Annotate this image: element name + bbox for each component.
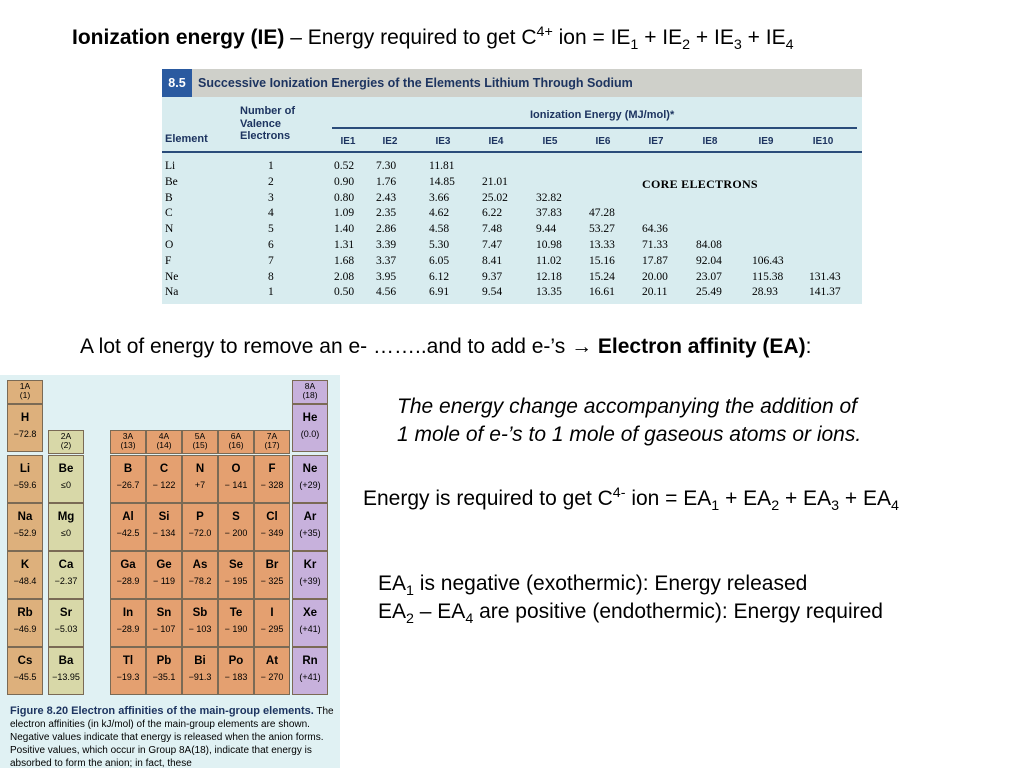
ea-note-line: $EA_2 - EA_4$ are positive (endothermic): Energy required (378, 600, 883, 628)
electron-affinity-value: −72.8 (13, 429, 37, 439)
electron-affinity-value: −72.0 (188, 528, 212, 538)
electron-affinity-value: − 349 (260, 528, 284, 538)
group-label: 7A (266, 431, 278, 441)
element-cell (146, 647, 182, 695)
element-symbol: Al (122, 511, 134, 523)
element-cell (48, 551, 84, 599)
electron-affinity-value: − 141 (224, 480, 248, 490)
ie-value: 1.40 (334, 223, 355, 236)
ie-value: 141.37 (809, 286, 841, 299)
table-caption (162, 69, 862, 97)
element-cell (254, 647, 290, 695)
electron-affinity-value: (+35) (299, 528, 321, 538)
ie-value: 4.56 (376, 286, 397, 299)
element-symbol: Ne (165, 270, 179, 283)
ie-column-label: IE5 (542, 136, 558, 147)
element-cell (110, 647, 146, 695)
ea-required-text: Energy is required to get C (363, 487, 613, 510)
ie-value: 115.38 (752, 270, 784, 283)
element-cell (182, 647, 218, 695)
electron-affinity-value: (+41) (299, 624, 321, 634)
element-symbol: At (265, 655, 279, 667)
ie-value: 16.61 (589, 286, 615, 299)
element-symbol: Tl (122, 655, 134, 667)
group-header (292, 380, 328, 404)
valence-count: 6 (268, 239, 274, 251)
ea-note-text: is negative (exothermic): Energy released (413, 572, 808, 595)
ea-term: 1 (711, 498, 720, 515)
electron-affinity-value: − 122 (152, 480, 176, 490)
electron-affinity-value: −46.9 (13, 624, 37, 634)
electron-affinity-value: − 103 (188, 624, 212, 634)
element-cell (110, 551, 146, 599)
element-cell (48, 599, 84, 647)
title-charge: 4+ (536, 24, 553, 40)
ie-value: 6.22 (482, 207, 503, 220)
element-cell (7, 551, 43, 599)
core-electrons-label: CORE ELECTRONS (642, 177, 758, 191)
element-symbol: Ge (156, 559, 172, 571)
element-cell (48, 455, 84, 503)
electron-affinity-value: +7 (194, 480, 206, 490)
arrow-icon: → (571, 335, 593, 358)
ea-term: 3 (831, 498, 840, 515)
group-header (110, 430, 146, 454)
electron-affinity-value: − 295 (260, 624, 284, 634)
electron-affinity-value: − 195 (224, 576, 248, 586)
ea-note-sub: 1 (406, 583, 414, 600)
element-symbol: C (159, 463, 169, 475)
element-symbol: Po (228, 655, 244, 667)
ie-column-label: IE6 (595, 136, 611, 147)
element-symbol: Bi (194, 655, 206, 667)
ie-value: 1.31 (334, 239, 355, 251)
ea-required-line: Energy is required to get $C^{4-}$ ion = $EA_1 + EA_2 + EA_3 + EA_4$ (363, 485, 899, 515)
ie-value: 3.39 (376, 239, 397, 251)
element-cell (254, 503, 290, 551)
electron-affinity-value: −13.95 (52, 672, 80, 682)
ie-column-label: IE1 (340, 136, 356, 147)
ie-value: 28.93 (752, 286, 778, 299)
valence-count: 1 (268, 160, 274, 172)
group-number: (2) (60, 440, 72, 451)
title-term: 3 (733, 37, 742, 54)
element-cell (146, 551, 182, 599)
ie-column-label: IE2 (382, 136, 398, 147)
ie-value: 106.43 (752, 254, 784, 267)
ie-column-label: IE9 (758, 136, 774, 147)
element-symbol: Be (58, 463, 74, 475)
element-symbol: Mg (57, 511, 75, 523)
element-symbol: Sb (192, 607, 208, 619)
ie-value: 13.33 (589, 239, 615, 251)
element-symbol: Li (19, 463, 31, 475)
ie-column-label: IE7 (648, 136, 664, 147)
ie-value: 7.48 (482, 223, 503, 236)
valence-count: 1 (268, 286, 274, 299)
element-cell (146, 599, 182, 647)
ie-value: 9.54 (482, 286, 503, 299)
ie-value: 0.80 (334, 191, 355, 204)
element-cell (182, 455, 218, 503)
electron-affinity-value: −52.9 (13, 528, 37, 538)
group-header (218, 430, 254, 454)
table-title: Successive Ionization Energies of the Elements Lithium Through Sodium (198, 76, 633, 90)
element-cell (110, 455, 146, 503)
element-symbol: Cl (266, 511, 278, 523)
electron-affinity-value: − 119 (152, 576, 176, 586)
ie-value: 8.41 (482, 254, 503, 267)
ie-value: 5.30 (429, 239, 450, 251)
element-cell (292, 599, 328, 647)
title-line: Ionization energy (IE) – Energy required to get $C^{4+}$ ion = $IE_1 + IE_2 + IE_3 + IE_4$ (72, 24, 794, 54)
electron-affinity-value: −45.5 (13, 672, 37, 682)
element-cell (218, 551, 254, 599)
ie-value: 0.52 (334, 160, 355, 172)
definition-line: 1 mole of e-’s to 1 mole of gaseous atoms or ions. (397, 423, 862, 447)
element-symbol: Se (228, 559, 244, 571)
ie-value: 7.47 (482, 239, 503, 251)
electron-affinity-value: − 200 (224, 528, 248, 538)
element-symbol: O (231, 463, 241, 475)
element-symbol: Na (17, 511, 33, 523)
element-symbol: O (165, 239, 174, 251)
group-number: (15) (192, 440, 208, 451)
electron-affinity-value: −28.9 (116, 576, 140, 586)
electron-affinity-value: −91.3 (188, 672, 212, 682)
ie-value: 4.62 (429, 207, 450, 220)
ie-value: 131.43 (809, 270, 841, 283)
ie-column-label: IE3 (435, 136, 451, 147)
ea-notes (378, 570, 883, 627)
ea-intro-text: A lot of energy to remove an e- ……..and to add e-’s (80, 335, 572, 358)
ie-value: 6.12 (429, 270, 450, 283)
element-symbol: N (195, 463, 205, 475)
element-symbol: Xe (302, 607, 318, 619)
group-number: (14) (156, 440, 172, 451)
valence-count: 3 (268, 191, 274, 204)
electron-affinity-value: −5.03 (54, 624, 78, 634)
element-symbol: H (20, 412, 30, 424)
ie-value: 1.68 (334, 254, 355, 267)
group-number: (1) (19, 390, 31, 401)
group-label: 4A (158, 431, 170, 441)
figure-caption (10, 704, 340, 768)
element-symbol: Sr (59, 607, 73, 619)
ea-intro-bold: Electron affinity (EA) (592, 335, 806, 358)
element-cell (292, 503, 328, 551)
electron-affinity-value: −59.6 (13, 480, 37, 490)
group-label: 3A (122, 431, 134, 441)
electron-affinity-value: −48.4 (13, 576, 37, 586)
element-symbol: Ar (303, 511, 317, 523)
ea-note-sub: 2 (406, 611, 414, 628)
ea-intro-line (80, 333, 811, 361)
element-cell (254, 455, 290, 503)
element-symbol: Kr (303, 559, 317, 571)
electron-affinity-value: (0.0) (300, 429, 320, 439)
ie-value: 32.82 (536, 191, 562, 204)
group-label: 8A (304, 381, 316, 391)
ie-value: 47.28 (589, 207, 615, 220)
ie-value: 11.81 (429, 160, 455, 172)
group-header (182, 430, 218, 454)
group-number: (18) (302, 390, 318, 401)
title-after: ion = IE (552, 26, 631, 49)
element-cell (292, 551, 328, 599)
element-cell (182, 599, 218, 647)
table-number: 8.5 (162, 69, 192, 97)
ie-value: 13.35 (536, 286, 562, 299)
element-cell (48, 647, 84, 695)
electron-affinity-value: − 107 (152, 624, 176, 634)
title-bold: Ionization energy (IE) (72, 26, 285, 49)
ionization-energy-table (162, 69, 862, 304)
definition-line: The energy change accompanying the addition of (397, 395, 857, 418)
element-symbol: P (196, 511, 204, 523)
element-cell (7, 503, 43, 551)
figure-text: The electron affinities (in kJ/mol) of the main-group elements are shown. Negative values indicate that energy is released when the anion forms. Positive values, which occur in Group 8A(18), indicate that energy is absorbed to form the anion; in fact, these (10, 706, 334, 768)
element-symbol: I (270, 607, 274, 619)
element-symbol: Ne (302, 463, 318, 475)
electron-affinity-value: − 325 (260, 576, 284, 586)
element-cell (182, 551, 218, 599)
figure-title: Figure 8.20 Electron affinities of the main-group elements. (10, 705, 314, 717)
element-symbol: S (232, 511, 240, 523)
element-symbol: Ga (120, 559, 136, 571)
ie-value: 6.91 (429, 286, 450, 299)
electron-affinity-value: −28.9 (116, 624, 140, 634)
element-symbol: B (123, 463, 133, 475)
ie-value: 9.44 (536, 223, 557, 236)
ie-value: 71.33 (642, 239, 668, 251)
electron-affinity-value: −19.3 (116, 672, 140, 682)
electron-affinity-value: − 134 (152, 528, 176, 538)
electron-affinity-value: −26.7 (116, 480, 140, 490)
ie-value: 25.49 (696, 286, 722, 299)
element-cell (7, 404, 43, 452)
ea-note-text: are positive (endothermic): Energy required (473, 600, 883, 624)
ie-value: 4.58 (429, 223, 450, 236)
ie-value: 0.50 (334, 286, 355, 299)
electron-affinity-value: −2.37 (54, 576, 78, 586)
ie-column-label: IE10 (812, 136, 834, 147)
element-symbol: C (165, 207, 173, 220)
group-number: (16) (228, 440, 244, 451)
ie-value: 0.90 (334, 175, 355, 188)
element-symbol: Ba (58, 655, 74, 667)
electron-affinity-value: −78.2 (188, 576, 212, 586)
element-cell (7, 599, 43, 647)
element-cell (292, 647, 328, 695)
element-cell (182, 503, 218, 551)
ie-value: 37.83 (536, 207, 562, 220)
element-symbol: Be (165, 175, 178, 188)
electron-affinity-value: − 183 (224, 672, 248, 682)
ie-value: 17.87 (642, 254, 668, 267)
title-term: 1 (630, 37, 639, 54)
ie-column-label: IE4 (488, 136, 504, 147)
ie-value: 9.37 (482, 270, 503, 283)
element-symbol: F (268, 463, 276, 475)
ie-value: 25.02 (482, 191, 508, 204)
ie-column-label: IE8 (702, 136, 718, 147)
element-cell (7, 647, 43, 695)
element-symbol: Cs (17, 655, 33, 667)
header-rule (332, 127, 857, 129)
ie-value: 1.76 (376, 175, 397, 188)
ie-value: 21.01 (482, 175, 508, 188)
ea-required-charge: 4- (612, 485, 626, 501)
electron-affinity-value: ≤0 (61, 480, 71, 490)
ie-value: 15.16 (589, 254, 615, 267)
element-symbol: Br (265, 559, 279, 571)
ie-value: 7.30 (376, 160, 397, 172)
valence-count: 2 (268, 175, 274, 188)
element-cell (146, 455, 182, 503)
element-symbol: Rn (302, 655, 318, 667)
group-number: (17) (264, 440, 280, 451)
element-symbol: B (165, 191, 173, 204)
group-label: 6A (230, 431, 242, 441)
ea-note-line: $EA_1$ is negative (exothermic): Energy released (378, 572, 808, 600)
electron-affinity-value: −35.1 (152, 672, 176, 682)
ea-definition (397, 393, 861, 450)
ie-value: 84.08 (696, 239, 722, 251)
ie-value: 11.02 (536, 254, 562, 267)
ea-term: 4 (890, 498, 899, 515)
ie-value: 3.37 (376, 254, 397, 267)
col-element: Element (165, 133, 208, 145)
valence-count: 8 (268, 270, 274, 283)
element-cell (254, 599, 290, 647)
ie-value: 2.08 (334, 270, 355, 283)
group-label: 2A (60, 431, 72, 441)
ea-intro-colon: : (805, 335, 812, 358)
element-symbol: Rb (17, 607, 33, 619)
title-term: 2 (682, 37, 691, 54)
title-text: – Energy required to get C (284, 26, 537, 49)
electron-affinity-figure (0, 375, 340, 768)
element-cell (7, 455, 43, 503)
element-cell (292, 455, 328, 503)
col-ie: Ionization Energy (MJ/mol)* (530, 109, 675, 121)
ie-value: 20.11 (642, 286, 668, 299)
element-symbol: He (302, 412, 318, 424)
ie-value: 12.18 (536, 270, 562, 283)
element-cell (218, 455, 254, 503)
valence-count: 5 (268, 223, 274, 236)
group-number: (13) (120, 440, 136, 451)
ie-value: 23.07 (696, 270, 722, 283)
element-symbol: Ca (58, 559, 74, 571)
element-symbol: F (165, 254, 172, 267)
group-header (48, 430, 84, 454)
electron-affinity-value: ≤0 (61, 528, 71, 538)
ie-value: 14.85 (429, 175, 455, 188)
element-symbol: K (20, 559, 30, 571)
element-cell (218, 647, 254, 695)
ie-value: 6.05 (429, 254, 450, 267)
ea-note-mid: – EA (413, 600, 466, 624)
element-cell (110, 599, 146, 647)
title-term: 4 (785, 37, 794, 54)
group-header (146, 430, 182, 454)
element-cell (146, 503, 182, 551)
element-symbol: As (192, 559, 208, 571)
element-symbol: Te (229, 607, 243, 619)
element-symbol: Li (165, 160, 176, 172)
ea-required-after: ion = EA (625, 487, 712, 510)
element-symbol: Pb (156, 655, 172, 667)
ie-value: 2.35 (376, 207, 397, 220)
element-cell (254, 551, 290, 599)
ie-value: 3.95 (376, 270, 397, 283)
ie-value: 20.00 (642, 270, 668, 283)
element-symbol: Si (158, 511, 170, 523)
element-symbol: In (122, 607, 134, 619)
element-cell (110, 503, 146, 551)
ie-value: 64.36 (642, 223, 668, 236)
element-cell (48, 503, 84, 551)
ea-term: 2 (771, 498, 780, 515)
element-symbol: Na (165, 286, 179, 299)
electron-affinity-value: − 190 (224, 624, 248, 634)
element-cell (218, 503, 254, 551)
valence-count: 4 (268, 207, 274, 220)
element-cell (218, 599, 254, 647)
header-rule (162, 151, 862, 153)
element-symbol: Sn (156, 607, 172, 619)
ie-value: 2.43 (376, 191, 397, 204)
electron-affinity-value: − 328 (260, 480, 284, 490)
group-header (7, 380, 43, 404)
ie-value: 1.09 (334, 207, 355, 220)
electron-affinity-value: −42.5 (116, 528, 140, 538)
col-valence: Number of Valence Electrons (240, 105, 295, 143)
ea-note-sub: 4 (465, 611, 474, 628)
electron-affinity-value: (+39) (299, 576, 321, 586)
electron-affinity-value: (+41) (299, 672, 321, 682)
group-label: 1A (19, 381, 31, 391)
ie-value: 53.27 (589, 223, 615, 236)
element-symbol: N (165, 223, 174, 236)
electron-affinity-value: (+29) (299, 480, 321, 490)
group-label: 5A (194, 431, 206, 441)
ie-value: 10.98 (536, 239, 562, 251)
element-cell (292, 404, 328, 452)
ie-value: 2.86 (376, 223, 397, 236)
valence-count: 7 (268, 254, 274, 267)
ie-value: 3.66 (429, 191, 450, 204)
electron-affinity-value: − 270 (260, 672, 284, 682)
ie-value: 92.04 (696, 254, 722, 267)
ie-value: 15.24 (589, 270, 615, 283)
group-header (254, 430, 290, 454)
